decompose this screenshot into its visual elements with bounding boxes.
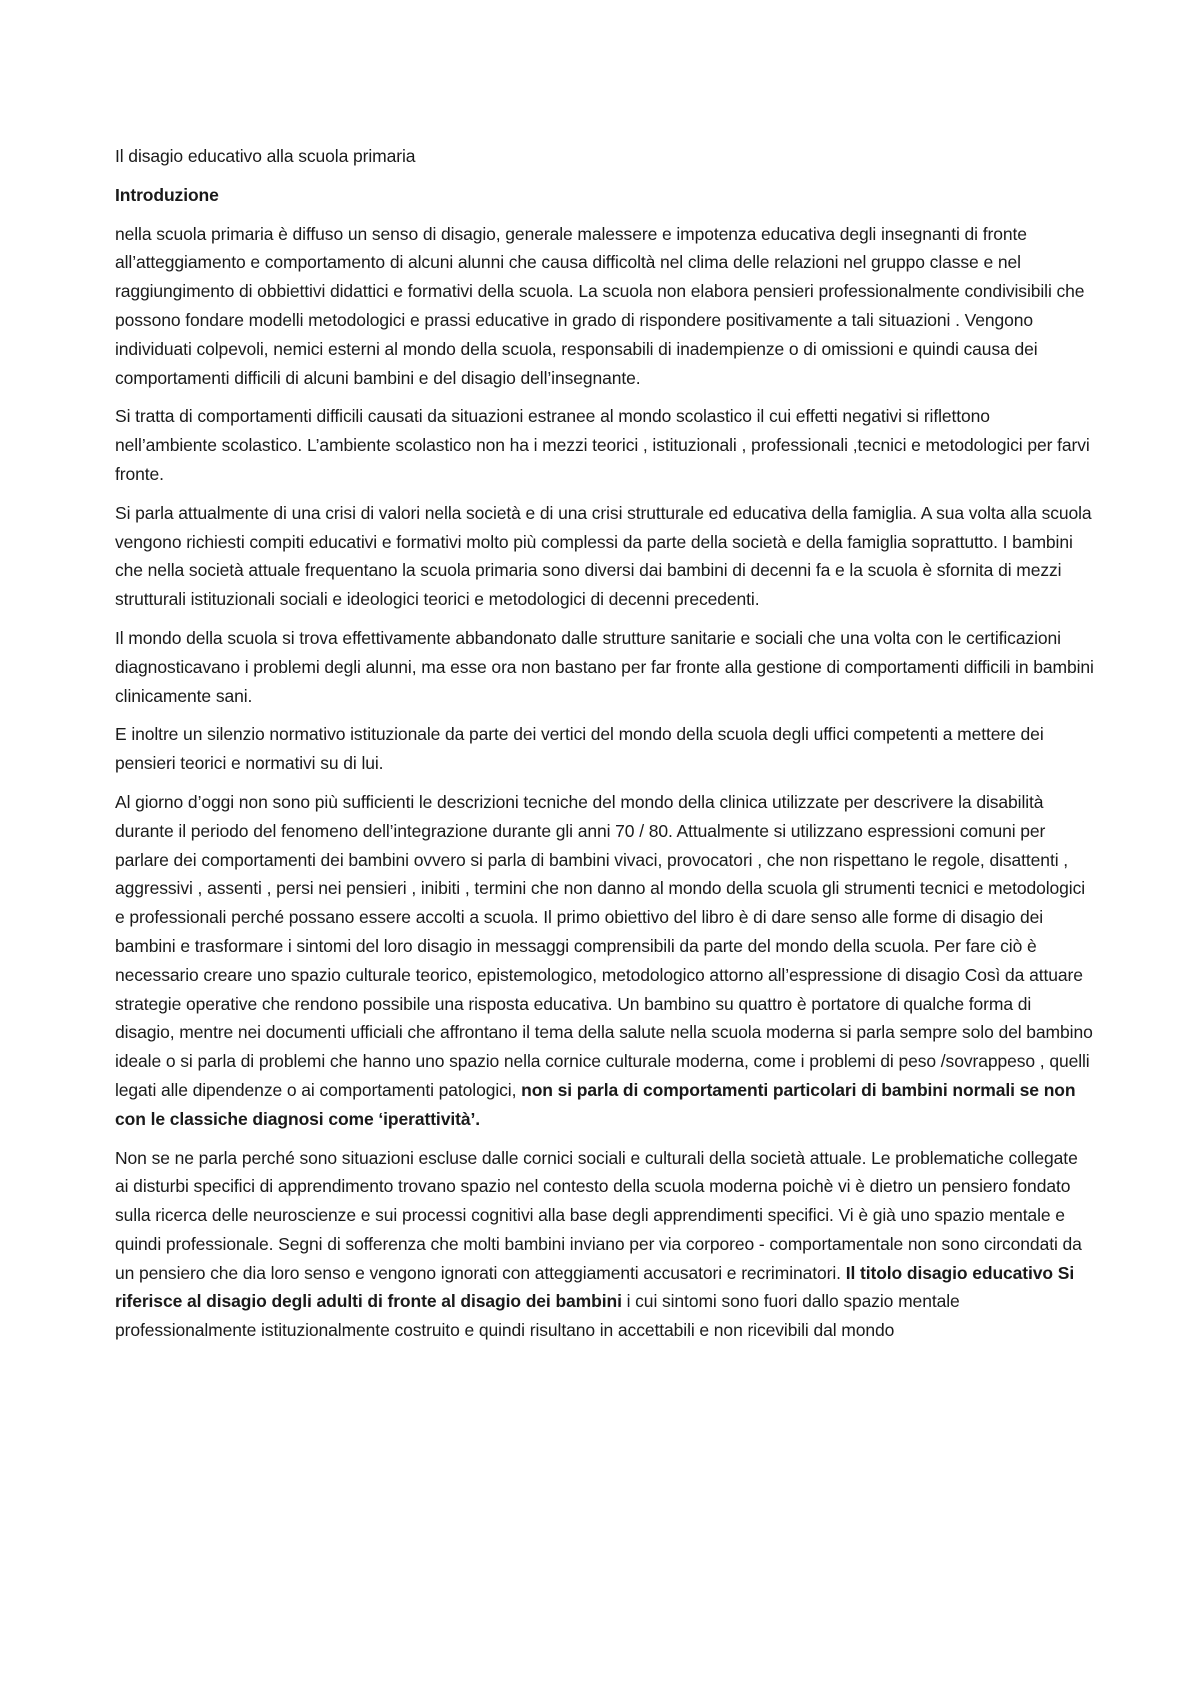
paragraph-text: Si parla attualmente di una crisi di valori nella società e di una crisi strutturale ed educativa della famiglia. A sua volta alla scuola vengono richiesti compiti educativi e formativi molto più complessi da parte della società e della famiglia soprattutto. I bambini che nella società attuale frequentano la scuola primaria sono diversi dai bambini di decenni fa e la scuola è sfornita di mezzi strutturali istituzionali sociali e ideologici teorici e metodologici di decenni precedenti. [115,502,1092,610]
paragraph-bold-text: non si parla di comportamenti particolari di bambini normali se non con le classiche diagnosi come ‘iperattività’. [115,1079,1076,1129]
paragraph-text: Non se ne parla perché sono situazioni escluse dalle cornici sociali e culturali della società attuale. Le problematiche collegate ai disturbi specifici di apprendimento trovano spazio nel contesto della scuola moderna poichè vi è dietro un pensiero fondato sulla ricerca delle neuroscienze e sui processi cognitivi alla base degli apprendimenti specifici. Vi è già uno spazio mentale e quindi professionale. Segni di sofferenza che molti bambini inviano per via corporeo - comportamentale non sono circondati da un pensiero che dia loro senso e vengono ignorati con atteggiamenti accusatori e recriminatori. [115,1147,1082,1283]
document-title: Il disagio educativo alla scuola primaria [115,146,416,166]
paragraph-2 [115,402,1095,488]
section-heading: Introduzione [115,184,219,205]
paragraph-text: Il mondo della scuola si trova effettivamente abbandonato dalle strutture sanitarie e sociali che una volta con le certificazioni diagnosticavano i problemi degli alunni, ma esse ora non bastano per far fronte alla gestione di comportamenti difficili in bambini clinicamente sani. [115,627,1094,706]
paragraph-6 [115,788,1095,1134]
paragraph-4 [115,624,1095,710]
paragraph-text: E inoltre un silenzio normativo istituzionale da parte dei vertici del mondo della scuola degli uffici competenti a mettere dei pensieri teorici e normativi su di lui. [115,724,1044,774]
paragraph-tail-text: i cui sintomi sono fuori dallo spazio mentale professionalmente istituzionalmente costruito e quindi risultano in accettabili e non ricevibili dal mondo [115,1291,960,1341]
paragraph-7 [115,1144,1095,1346]
paragraph-3 [115,499,1095,614]
paragraph-1 [115,220,1095,393]
document-body [115,142,1095,1355]
paragraph-5 [115,720,1095,778]
paragraph-text: Al giorno d’oggi non sono più sufficienti le descrizioni tecniche del mondo della clinica utilizzate per descrivere la disabilità durante il periodo del fenomeno dell’integrazione durante gli anni 70 / 80. Attualmente si utilizzano espressioni comuni per parlare dei comportamenti dei bambini ovvero si parla di bambini vivaci, provocatori , che non rispettano le regole, disattenti , aggressivi , assenti , persi nei pensieri , inibiti , termini che non danno al mondo della scuola gli strumenti tecnici e metodologici e professionali perché possano essere accolti a scuola. Il primo obiettivo del libro è di dare senso alle forme di disagio dei bambini e trasformare i sintomi del loro disagio in messaggi comprensibili da parte del mondo della scuola. Per fare ciò è necessario creare uno spazio culturale teorico, epistemologico, metodologico attorno all’espressione di disagio Così da attuare strategie operative che rendono possibile una risposta educativa. Un bambino su quattro è portatore di qualche forma di disagio, mentre nei documenti ufficiali che affrontano il tema della salute nella scuola moderna si parla sempre solo del bambino ideale o si parla di problemi che hanno uno spazio nella cornice culturale moderna, come i problemi di peso /sovrappeso , quelli legati alle dipendenze o ai comportamenti patologici, [115,791,1093,1100]
paragraph-bold-text: Il titolo disagio educativo Si riferisce al disagio degli adulti di fronte al disagio dei bambini [115,1262,1075,1312]
paragraph-text: nella scuola primaria è diffuso un senso di disagio, generale malessere e impotenza educativa degli insegnanti di fronte all’atteggiamento e comportamento di alcuni alunni che causa difficoltà nel clima delle relazioni nel gruppo classe e nel raggiungimento di obbiettivi didattici e formativi della scuola. La scuola non elabora pensieri professionalmente condivisibili che possono fondare modelli metodologici e prassi educative in grado di rispondere positivamente a tali situazioni . Vengono individuati colpevoli, nemici esterni al mondo della scuola, responsabili di inadempienze o di omissioni e quindi causa dei comportamenti difficili di alcuni bambini e del disagio dell’insegnante. [115,223,1085,388]
paragraph-text: Si tratta di comportamenti difficili causati da situazioni estranee al mondo scolastico il cui effetti negativi si riflettono nell’ambiente scolastico. L’ambiente scolastico non ha i mezzi teorici , istituzionali , professionali ,tecnici e metodologici per farvi fronte. [115,406,1090,484]
